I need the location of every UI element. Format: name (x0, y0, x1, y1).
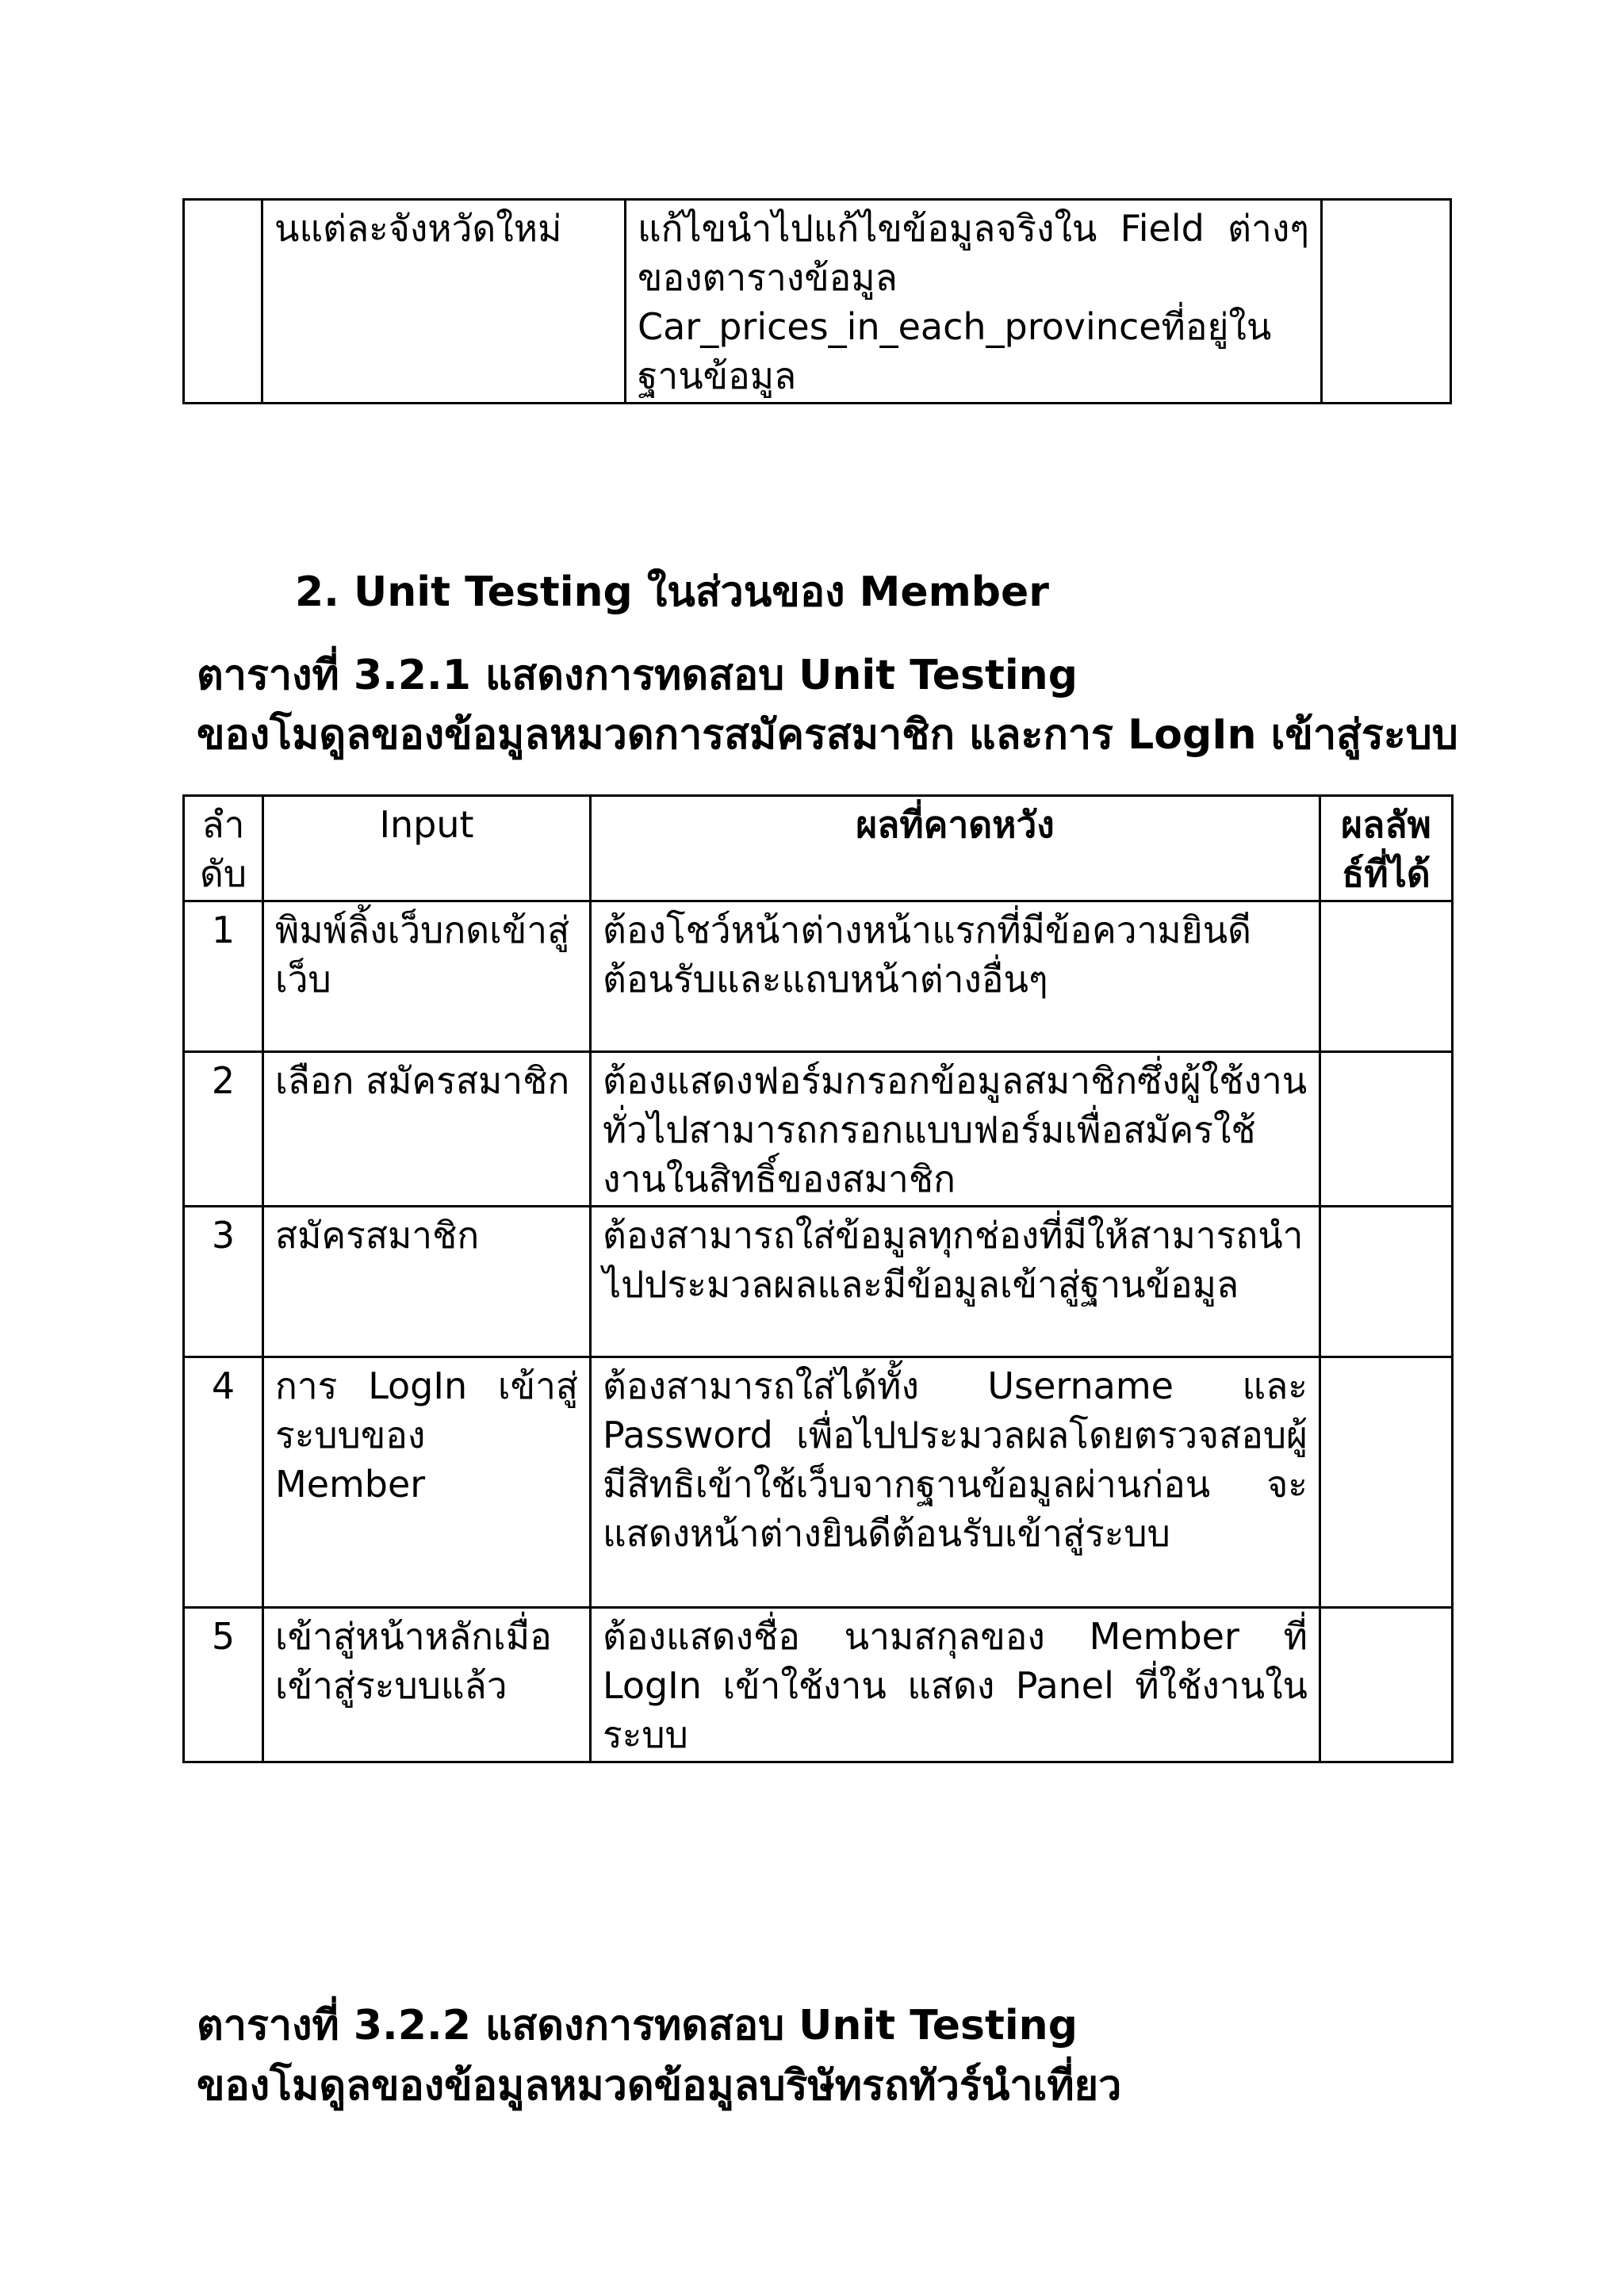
result-cell (1320, 1207, 1453, 1357)
table-row (184, 1608, 1453, 1762)
table-row (184, 1207, 1453, 1357)
row-number-cell (184, 200, 262, 404)
header-result: ผลลัพธ์ที่ได้ (1320, 796, 1453, 901)
row-number-cell: 1 (184, 901, 263, 1052)
header-expected: ผลที่คาดหวัง (591, 796, 1320, 901)
table-caption-line1: ตารางที่ 3.2.1 แสดงการทดสอบ Unit Testing (197, 652, 1078, 699)
result-cell (1322, 200, 1451, 404)
result-cell (1320, 1357, 1453, 1608)
expected-cell: ต้องสามารถใส่ได้ทั้ง Username และ Password เพื่อไปประมวลผลโดยตรวจสอบผู้มีสิทธิเข้าใช้เว็บจากฐานข้อมูลผ่านก่อน จะแสดงหน้าต่างยินดีต้อนรับเข้าสู่ระบบ (591, 1357, 1320, 1608)
expected-cell: ต้องสามารถใส่ข้อมูลทุกช่องที่มีให้สามารถนำไปประมวลผลและมีข้อมูลเข้าสู่ฐานข้อมูล (591, 1207, 1320, 1357)
table-caption-line2: ของโมดูลของข้อมูลหมวดการสมัครสมาชิก และการ LogIn เข้าสู่ระบบ (197, 711, 1458, 759)
table-row (184, 200, 1451, 404)
result-cell (1320, 901, 1453, 1052)
input-cell: การ LogIn เข้าสู่ระบบของ Member (263, 1357, 591, 1608)
table-row (184, 1052, 1453, 1207)
row-number-cell: 2 (184, 1052, 263, 1207)
input-cell: นแต่ละจังหวัดใหม่ (262, 200, 626, 404)
result-cell (1320, 1052, 1453, 1207)
section-heading: 2. Unit Testing ในส่วนของ Member (295, 568, 1049, 616)
unit-testing-table-member (182, 794, 1454, 1763)
expected-cell: ต้องแสดงฟอร์มกรอกข้อมูลสมาชิกซึ่งผู้ใช้งานทั่วไปสามารถกรอกแบบฟอร์มเพื่อสมัครใช้งานในสิทธิ์ของสมาชิก (591, 1052, 1320, 1207)
expected-cell: ต้องแสดงชื่อ นามสกุลของ Member ที่ LogIn เข้าใช้งาน แสดง Panel ที่ใช้งานในระบบ (591, 1608, 1320, 1762)
table-caption-2-line2: ของโมดูลของข้อมูลหมวดข้อมูลบริษัทรถทัวร์นำเที่ยว (197, 2062, 1122, 2110)
input-cell: เข้าสู่หน้าหลักเมื่อเข้าสู่ระบบแล้ว (263, 1608, 591, 1762)
table-header-row (184, 796, 1453, 901)
row-number-cell: 5 (184, 1608, 263, 1762)
table-row (184, 901, 1453, 1052)
table-row (184, 1357, 1453, 1608)
row-number-cell: 3 (184, 1207, 263, 1357)
header-num: ลำดับ (184, 796, 263, 901)
table-caption-2-line1: ตารางที่ 3.2.2 แสดงการทดสอบ Unit Testing (197, 2002, 1078, 2049)
expected-cell: แก้ไขนำไปแก้ไขข้อมูลจริงใน Field ต่างๆ ของตารางข้อมูล Car_prices_in_each_provinceที่อยู่ในฐานข้อมูล (626, 200, 1322, 404)
header-input: Input (263, 796, 591, 901)
row-number-cell: 4 (184, 1357, 263, 1608)
expected-cell: ต้องโชว์หน้าต่างหน้าแรกที่มีข้อความยินดีต้อนรับและแถบหน้าต่างอื่นๆ (591, 901, 1320, 1052)
input-cell: พิมพ์ลิ้งเว็บกดเข้าสู่เว็บ (263, 901, 591, 1052)
result-cell (1320, 1608, 1453, 1762)
top-table-continuation (182, 198, 1452, 404)
input-cell: เลือก สมัครสมาชิก (263, 1052, 591, 1207)
input-cell: สมัครสมาชิก (263, 1207, 591, 1357)
